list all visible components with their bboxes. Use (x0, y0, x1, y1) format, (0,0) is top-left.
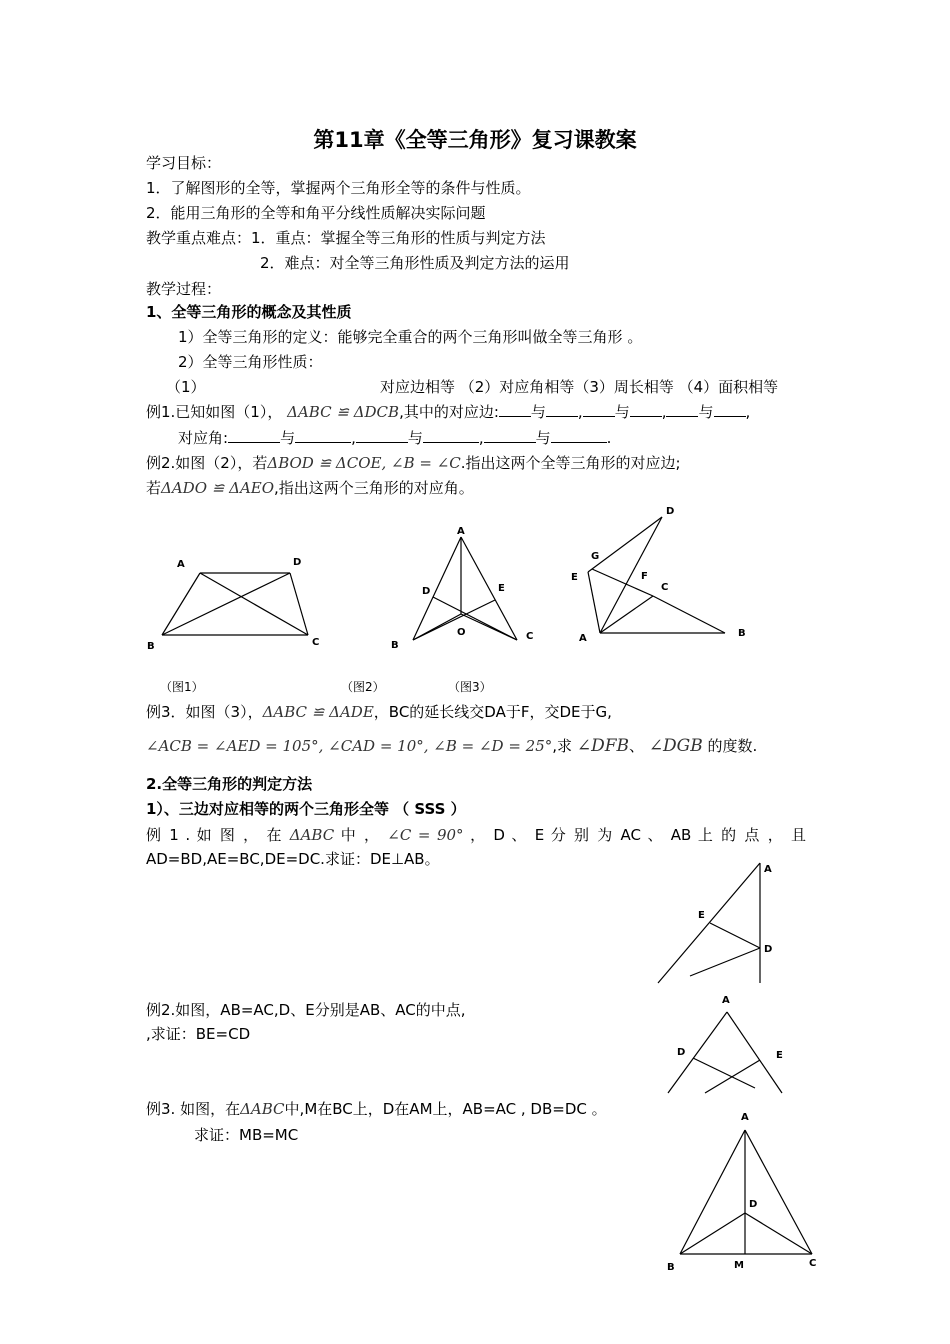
segment-cd (433, 597, 517, 640)
sss-example-1-figure (650, 858, 780, 988)
point-label: B (147, 641, 155, 652)
sss-example-1-angle: ∠C = 90° (387, 826, 464, 844)
point-label: E (571, 572, 578, 583)
section2-heading: 2.全等三角形的判定方法 (146, 775, 313, 793)
point-label: A (741, 1112, 749, 1123)
point-label: F (641, 571, 648, 582)
example-3-line-1 (146, 702, 612, 722)
segment-ac (600, 596, 653, 633)
answer-blank[interactable] (551, 428, 607, 443)
example-3-line-2 (146, 736, 757, 756)
segment-dc (693, 1058, 755, 1088)
example-2-math: ΔBOD ≌ ΔCOE, ∠B = ∠C (267, 454, 461, 472)
congruent-definition: 1）全等三角形的定义：能够完全重合的两个三角形叫做全等三角形 。 (178, 328, 643, 346)
example-3-suffix: ，BC的延长线交DA于F，交DE于G, (373, 703, 612, 721)
example-3-end: 的度数. (707, 737, 758, 755)
example-2-line-2 (146, 478, 474, 498)
segment-ac (200, 573, 308, 635)
properties-list: 对应边相等 （2）对应角相等（3）周长相等 （4）面积相等 (380, 378, 779, 396)
yu-label: 与 (280, 429, 296, 447)
answer-blank[interactable] (666, 402, 698, 417)
yu-label: 与 (698, 403, 714, 421)
answer-blank[interactable] (499, 402, 531, 417)
figure-1-diagram (140, 545, 330, 655)
example-3-given: ∠ACB = ∠AED = 105°, ∠CAD = 10°, ∠B = ∠D = 25° (146, 737, 553, 755)
example-1-end: . (606, 429, 612, 447)
point-label: D (422, 586, 431, 597)
example-3-prefix: 例3．如图（3）， (146, 703, 263, 721)
section1-heading: 1、全等三角形的概念及其性质 (146, 303, 352, 321)
point-label: A (722, 995, 730, 1006)
sss-example-2-figure (660, 990, 790, 1100)
segment-ac (461, 537, 517, 640)
difficult-points: 2．难点：对全等三角形性质及判定方法的运用 (260, 254, 570, 272)
segment-ed (588, 517, 662, 572)
example-1-line-1: 例1.已知如图（1）， ΔABC ≌ ΔDCB,其中的对应边: 与 , 与 , 与 , (146, 403, 751, 421)
segment-ed (710, 923, 760, 948)
segment-ab (413, 537, 461, 640)
segment-ea (588, 572, 600, 633)
sss-example-3-line-1 (146, 1099, 607, 1119)
point-label: C (312, 637, 320, 648)
point-label: D (749, 1199, 758, 1210)
sss-example-1-line-2: AD=BD,AE=BC,DE=DC.求证：DE⊥AB。 (146, 850, 440, 868)
point-label: M (734, 1260, 744, 1271)
answer-blank[interactable] (356, 428, 408, 443)
sss-example-1-line-1 (146, 824, 806, 847)
point-label: O (457, 627, 466, 638)
example-1-mid: ,其中的对应边: (399, 403, 499, 421)
example-2-suffix: .指出这两个全等三角形的对应边; (460, 454, 681, 472)
answer-blank[interactable] (228, 428, 280, 443)
example-2-line2-suffix: ,指出这两个三角形的对应角。 (274, 479, 474, 497)
point-label: B (738, 628, 746, 639)
segment-dc (745, 1213, 812, 1254)
segment-db (690, 948, 760, 976)
angle-dfb: ∠DFB (576, 736, 630, 756)
objective-1: 1．了解图形的全等，掌握两个三角形全等的条件与性质。 (146, 179, 531, 197)
sss-example-1-b: 中 ， (340, 826, 381, 844)
figure-3-diagram (565, 500, 755, 650)
objectives-heading: 学习目标： (146, 154, 222, 172)
point-label: E (776, 1050, 783, 1061)
yu-label: 与 (530, 403, 546, 421)
yu-label: 与 (535, 429, 551, 447)
key-points: 教学重点难点：1．重点：掌握全等三角形的性质与判定方法 (146, 229, 546, 247)
figure-3-caption: （图3） (448, 680, 492, 694)
answer-blank[interactable] (546, 402, 578, 417)
segment-bd (680, 1213, 745, 1254)
example-2-prefix: 例2.如图（2），若 (146, 454, 268, 472)
page-title: 第11章《全等三角形》复习课教案 (313, 128, 637, 152)
answer-blank[interactable] (423, 428, 479, 443)
segment-cb (653, 596, 725, 633)
point-label: A (457, 526, 465, 537)
sss-example-1-c: ， D 、 E 分 别 为 AC 、 AB 上 的 点 ， 且 (470, 826, 806, 844)
sss-heading: 1）、三边对应相等的两个三角形全等 （ SSS ） (146, 800, 466, 818)
objective-2: 2．能用三角形的全等和角平分线性质解决实际问题 (146, 204, 486, 222)
point-label: E (498, 583, 505, 594)
sss-example-1-triangle: ΔABC (289, 826, 335, 844)
example-1-line-2: 对应角: 与 , 与 , 与 . (178, 429, 612, 447)
point-label: C (809, 1258, 817, 1269)
congruent-properties-heading: 2）全等三角形性质： (178, 353, 323, 371)
segment-ab (680, 1130, 745, 1254)
answer-blank[interactable] (484, 428, 536, 443)
sss-example-3-line-2: 求证：MB=MC (194, 1126, 299, 1144)
point-label: A (579, 633, 587, 644)
answer-blank[interactable] (714, 402, 746, 417)
segment-ac (727, 1012, 782, 1093)
answer-blank[interactable] (295, 428, 351, 443)
point-label: G (591, 551, 600, 562)
separator: 、 (629, 737, 645, 755)
point-label: C (661, 582, 669, 593)
example-3-math: ΔABC ≌ ΔADE (262, 703, 374, 721)
point-label: A (764, 864, 772, 875)
sss-example-1-a: 例 1 . 如 图 ， 在 (146, 826, 284, 844)
example-1-math: ΔABC ≌ ΔDCB (287, 403, 400, 421)
point-label: A (177, 559, 185, 570)
point-label: D (764, 944, 773, 955)
figure-2-caption: （图2） (341, 680, 385, 694)
sss-example-2-line-2: ,求证：BE=CD (146, 1025, 251, 1043)
sss-example-3-triangle: ΔABC (240, 1100, 285, 1118)
answer-blank[interactable] (583, 402, 615, 417)
sss-example-3-suffix: 中,M在BC上，D在AM上，AB=AC , DB=DC 。 (284, 1100, 607, 1118)
answer-blank[interactable] (630, 402, 662, 417)
point-label: D (666, 506, 675, 517)
sss-example-2-line-1: 例2.如图，AB=AC,D、E分别是AB、AC的中点, (146, 1001, 466, 1019)
example-2-line-1 (146, 453, 681, 473)
example-1-angles-prefix: 对应角: (178, 429, 229, 447)
point-label: B (667, 1262, 675, 1273)
segment-be (413, 600, 495, 640)
properties-lead: （1） (166, 378, 206, 396)
sss-example-3-prefix: 例3. 如图，在 (146, 1100, 241, 1118)
angle-dgb: ∠DGB (648, 736, 703, 756)
figure-1-caption: （图1） (160, 680, 204, 694)
yu-label: 与 (614, 403, 630, 421)
point-label: E (698, 910, 705, 921)
figure-2-diagram (385, 522, 545, 652)
point-label: D (677, 1047, 686, 1058)
segment-ab (658, 863, 760, 983)
point-label: D (293, 557, 302, 568)
example-2-line2-prefix: 若 (146, 479, 162, 497)
example-1-prefix: 例1.已知如图（1）， (146, 403, 283, 421)
segment-ac (745, 1130, 812, 1254)
point-label: C (526, 631, 534, 642)
segment-ad (600, 517, 662, 633)
segment-eb (705, 1060, 760, 1093)
sss-example-3-figure (660, 1108, 830, 1278)
process-heading: 教学过程： (146, 280, 222, 298)
point-label: B (391, 640, 399, 651)
example-2-math-2: ΔADO ≌ ΔAEO (161, 479, 275, 497)
yu-label: 与 (407, 429, 423, 447)
example-3-ask: ,求 (552, 737, 573, 755)
